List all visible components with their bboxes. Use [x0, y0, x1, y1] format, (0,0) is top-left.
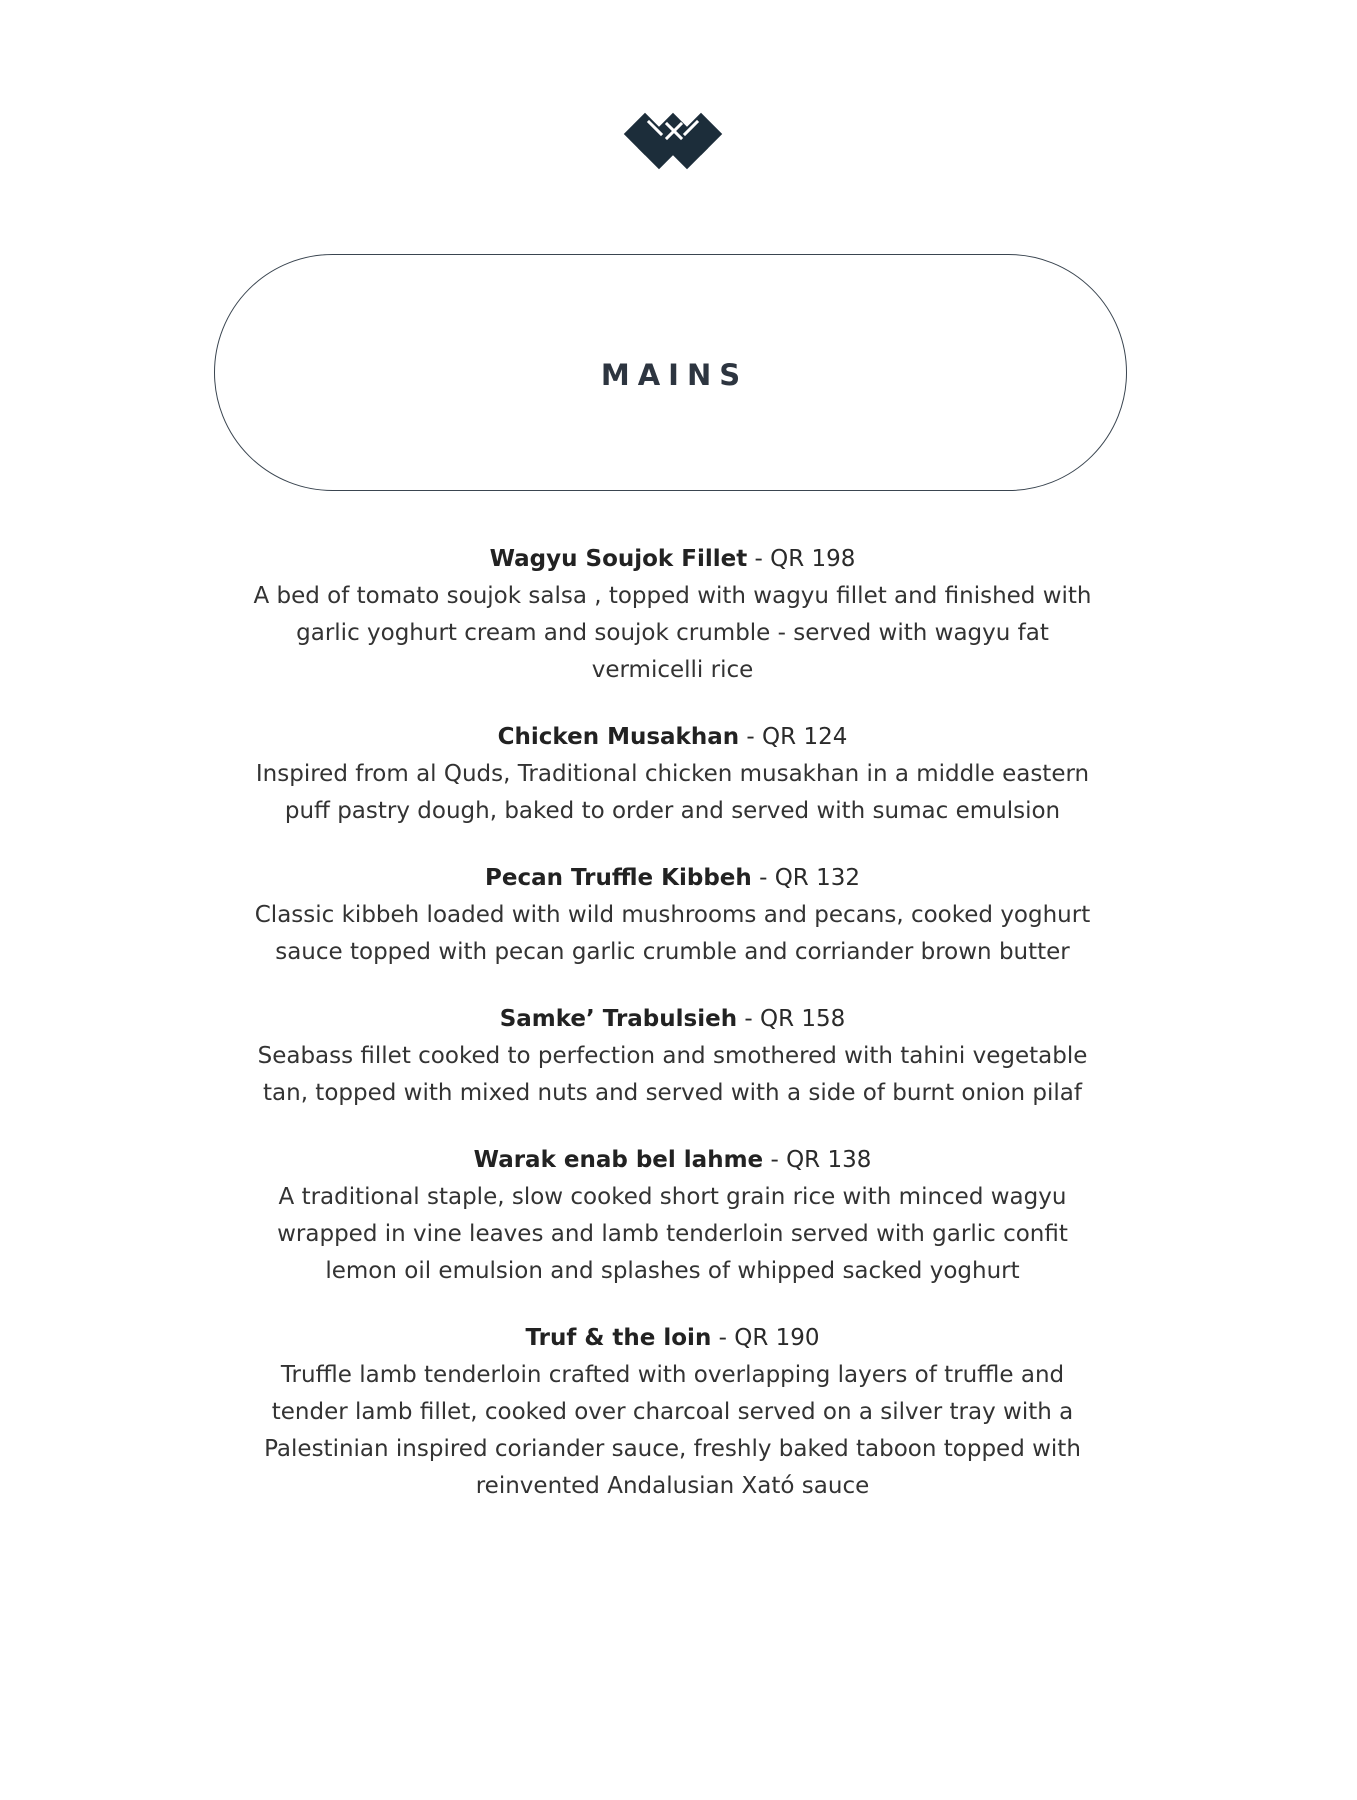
menu-item-description	[200, 1357, 1145, 1505]
menu-item-description-line: Palestinian inspired coriander sauce, freshly baked taboon topped with	[264, 1436, 1081, 1462]
menu-item	[200, 719, 1145, 830]
menu-item-description-line: tender lamb fillet, cooked over charcoal served on a silver tray with a	[271, 1399, 1074, 1425]
menu-item-price: QR 198	[770, 546, 856, 572]
menu-item-heading	[200, 1001, 1145, 1038]
menu-item-description	[200, 756, 1145, 830]
menu-item-description-line: A traditional staple, slow cooked short grain rice with minced wagyu	[278, 1184, 1067, 1210]
menu-item-description-line: Seabass fillet cooked to perfection and smothered with tahini vegetable	[257, 1043, 1088, 1069]
menu-item-heading	[200, 1320, 1145, 1357]
menu-item	[200, 1142, 1145, 1290]
menu-item-description-line: reinvented Andalusian Xató sauce	[475, 1473, 870, 1499]
menu-item-separator: -	[747, 546, 771, 572]
menu-item-heading	[200, 541, 1145, 578]
menu-item-description-line: vermicelli rice	[591, 657, 754, 683]
menu-item-description-line: wrapped in vine leaves and lamb tenderloin served with garlic confit	[277, 1221, 1068, 1247]
menu-item-description-line: tan, topped with mixed nuts and served with a side of burnt onion pilaf	[263, 1080, 1082, 1106]
menu-list	[200, 541, 1145, 1535]
menu-item-separator: -	[711, 1325, 735, 1351]
menu-item-heading	[200, 1142, 1145, 1179]
menu-item-description-line: sauce topped with pecan garlic crumble and corriander brown butter	[275, 939, 1070, 965]
menu-item-heading	[200, 860, 1145, 897]
menu-item-heading	[200, 719, 1145, 756]
menu-item-description-line: puff pastry dough, baked to order and served with sumac emulsion	[284, 798, 1061, 824]
menu-item-name: Wagyu Soujok Fillet	[489, 546, 748, 572]
menu-item-separator: -	[751, 865, 775, 891]
menu-item	[200, 541, 1145, 689]
menu-item-description	[200, 578, 1145, 689]
menu-item	[200, 860, 1145, 971]
menu-item-description-line: lemon oil emulsion and splashes of whipped sacked yoghurt	[325, 1258, 1020, 1284]
menu-item-description-line: Inspired from al Quds, Traditional chicken musakhan in a middle eastern	[255, 761, 1090, 787]
menu-item-price: QR 138	[786, 1147, 872, 1173]
menu-item-description	[200, 1038, 1145, 1112]
menu-item-description-line: Truffle lamb tenderloin crafted with overlapping layers of truffle and	[280, 1362, 1065, 1388]
w-monogram-logo-icon	[623, 112, 723, 176]
menu-item	[200, 1320, 1145, 1505]
menu-item-name: Warak enab bel lahme	[473, 1147, 764, 1173]
menu-item-name: Pecan Truffle Kibbeh	[485, 865, 752, 891]
menu-item-description	[200, 1179, 1145, 1290]
menu-item-separator: -	[737, 1006, 760, 1032]
menu-item-price: QR 124	[762, 724, 848, 750]
menu-item-name: Samke’ Trabulsieh	[499, 1006, 738, 1032]
menu-item-separator: -	[739, 724, 763, 750]
menu-item-price: QR 132	[774, 865, 860, 891]
menu-item-description	[200, 897, 1145, 971]
menu-item-price: QR 190	[734, 1325, 820, 1351]
menu-item-price: QR 158	[760, 1006, 846, 1032]
menu-item-description-line: A bed of tomato soujok salsa , topped with wagyu fillet and finished with	[253, 583, 1092, 609]
menu-item-description-line: Classic kibbeh loaded with wild mushrooms and pecans, cooked yoghurt	[254, 902, 1091, 928]
menu-item	[200, 1001, 1145, 1112]
menu-item-separator: -	[763, 1147, 787, 1173]
menu-item-name: Chicken Musakhan	[497, 724, 740, 750]
menu-item-description-line: garlic yoghurt cream and soujok crumble - served with wagyu fat	[296, 620, 1049, 646]
section-header-pill	[214, 254, 1127, 491]
section-title: MAINS	[600, 357, 749, 392]
menu-item-name: Truf & the loin	[525, 1325, 712, 1351]
